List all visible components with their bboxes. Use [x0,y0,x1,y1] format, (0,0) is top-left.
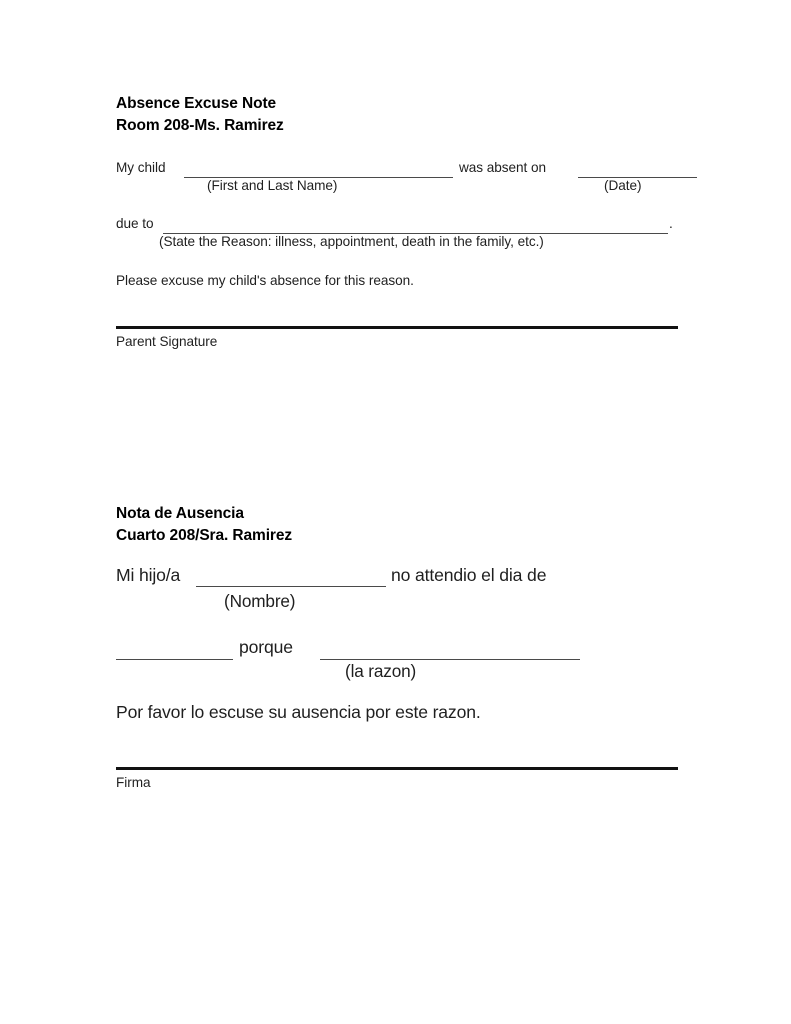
spanish-heading-line2: Cuarto 208/Sra. Ramirez [116,527,293,544]
spanish-closing-text: Por favor lo escuse su ausencia por este razon. [116,702,481,722]
first-and-last-name-label: (First and Last Name) [207,178,338,193]
spanish-reason-blank[interactable] [320,659,580,660]
firma-label: Firma [116,775,151,790]
spanish-line2-middle: porque [239,637,293,657]
spanish-heading-line1: Nota de Ausencia [116,505,244,522]
english-closing-text: Please excuse my child's absence for this reason. [116,273,414,288]
english-line2-period: . [669,216,673,231]
english-line1-prefix: My child [116,160,166,175]
english-heading-line1: Absence Excuse Note [116,95,277,112]
spanish-line1-suffix: no attendio el dia de [391,565,547,585]
parent-signature-label: Parent Signature [116,334,218,349]
state-the-reason-label: (State the Reason: illness, appointment, death in the family, etc.) [159,234,544,249]
nombre-label: (Nombre) [224,591,296,611]
spanish-child-name-blank[interactable] [196,586,386,587]
firma-signature-line[interactable] [116,767,678,770]
parent-signature-line[interactable] [116,326,678,329]
spanish-date-blank[interactable] [116,659,233,660]
date-label: (Date) [604,178,642,193]
english-line1-middle: was absent on [459,160,547,175]
la-razon-label: (la razon) [345,661,417,681]
english-heading-line2: Room 208-Ms. Ramirez [116,117,284,134]
spanish-line1-prefix: Mi hijo/a [116,565,181,585]
english-line2-prefix: due to [116,216,154,231]
